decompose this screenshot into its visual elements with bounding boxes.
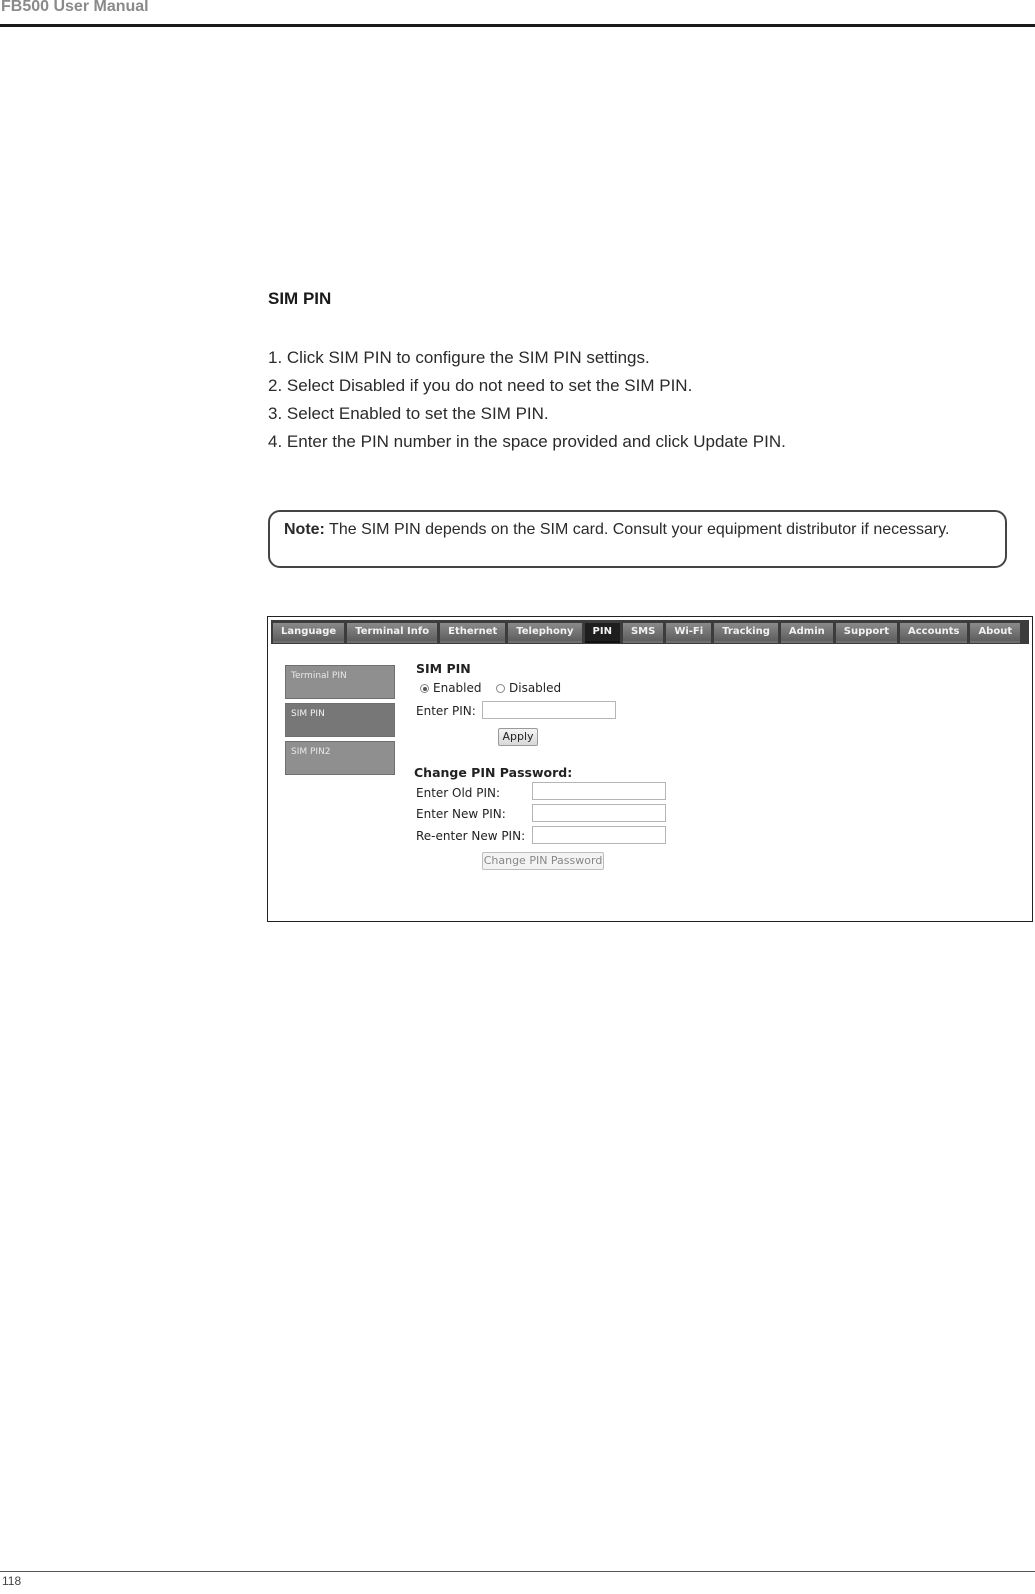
reenter-pin-input[interactable] bbox=[532, 826, 666, 844]
step-item: 3. Select Enabled to set the SIM PIN. bbox=[268, 404, 549, 423]
enter-pin-label: Enter PIN: bbox=[416, 704, 476, 718]
change-pin-password-button[interactable]: Change PIN Password bbox=[482, 852, 604, 870]
sidebar-item-sim-pin2[interactable]: SIM PIN2 bbox=[285, 741, 395, 775]
disabled-option[interactable] bbox=[496, 681, 561, 695]
tab-admin[interactable]: Admin bbox=[781, 623, 833, 643]
tab-terminal-info[interactable]: Terminal Info bbox=[347, 623, 437, 643]
note-text: The SIM PIN depends on the SIM card. Consult your equipment distributor if necessary. bbox=[329, 521, 950, 538]
enter-pin-input[interactable] bbox=[482, 701, 616, 719]
main-tab-bar bbox=[271, 620, 1029, 644]
tab-tracking[interactable]: Tracking bbox=[714, 623, 778, 643]
tab-accounts[interactable]: Accounts bbox=[900, 623, 967, 643]
new-pin-input[interactable] bbox=[532, 804, 666, 822]
step-item: 2. Select Disabled if you do not need to set the SIM PIN. bbox=[268, 376, 693, 395]
enabled-label: Enabled bbox=[433, 681, 482, 695]
enabled-radio[interactable] bbox=[420, 684, 429, 693]
step-item: 4. Enter the PIN number in the space provided and click Update PIN. bbox=[268, 432, 786, 451]
note-label: Note: bbox=[284, 521, 325, 538]
old-pin-label: Enter Old PIN: bbox=[416, 786, 501, 800]
step-item: 1. Click SIM PIN to configure the SIM PIN settings. bbox=[268, 348, 650, 367]
page-footer bbox=[0, 1571, 1035, 1588]
tab-sms[interactable]: SMS bbox=[623, 623, 663, 643]
apply-button[interactable]: Apply bbox=[498, 728, 538, 746]
sidebar-item-terminal-pin[interactable]: Terminal PIN bbox=[285, 665, 395, 699]
tab-about[interactable]: About bbox=[970, 623, 1020, 643]
tab-telephony[interactable]: Telephony bbox=[508, 623, 581, 643]
change-pin-heading: Change PIN Password: bbox=[414, 765, 573, 780]
tab-wifi[interactable]: Wi-Fi bbox=[666, 623, 711, 643]
tab-ethernet[interactable]: Ethernet bbox=[440, 623, 505, 643]
tab-support[interactable]: Support bbox=[836, 623, 897, 643]
tab-language[interactable]: Language bbox=[273, 623, 344, 643]
sidebar-item-sim-pin[interactable]: SIM PIN bbox=[285, 703, 395, 737]
pin-settings-screenshot bbox=[267, 616, 1033, 922]
manual-title: FB500 User Manual bbox=[1, 0, 149, 15]
disabled-radio[interactable] bbox=[496, 684, 505, 693]
new-pin-label: Enter New PIN: bbox=[416, 807, 506, 821]
pin-sidebar bbox=[285, 665, 395, 779]
page-number: 118 bbox=[2, 1574, 22, 1588]
note-box bbox=[268, 510, 1007, 568]
enabled-option[interactable] bbox=[420, 681, 482, 695]
old-pin-input[interactable] bbox=[532, 782, 666, 800]
disabled-label: Disabled bbox=[509, 681, 562, 695]
tab-pin[interactable]: PIN bbox=[585, 623, 620, 643]
reenter-pin-label: Re-enter New PIN: bbox=[416, 829, 526, 843]
section-title: SIM PIN bbox=[268, 289, 332, 308]
page-header bbox=[0, 0, 1035, 27]
instruction-steps bbox=[268, 344, 786, 456]
sim-pin-heading: SIM PIN bbox=[416, 661, 471, 676]
